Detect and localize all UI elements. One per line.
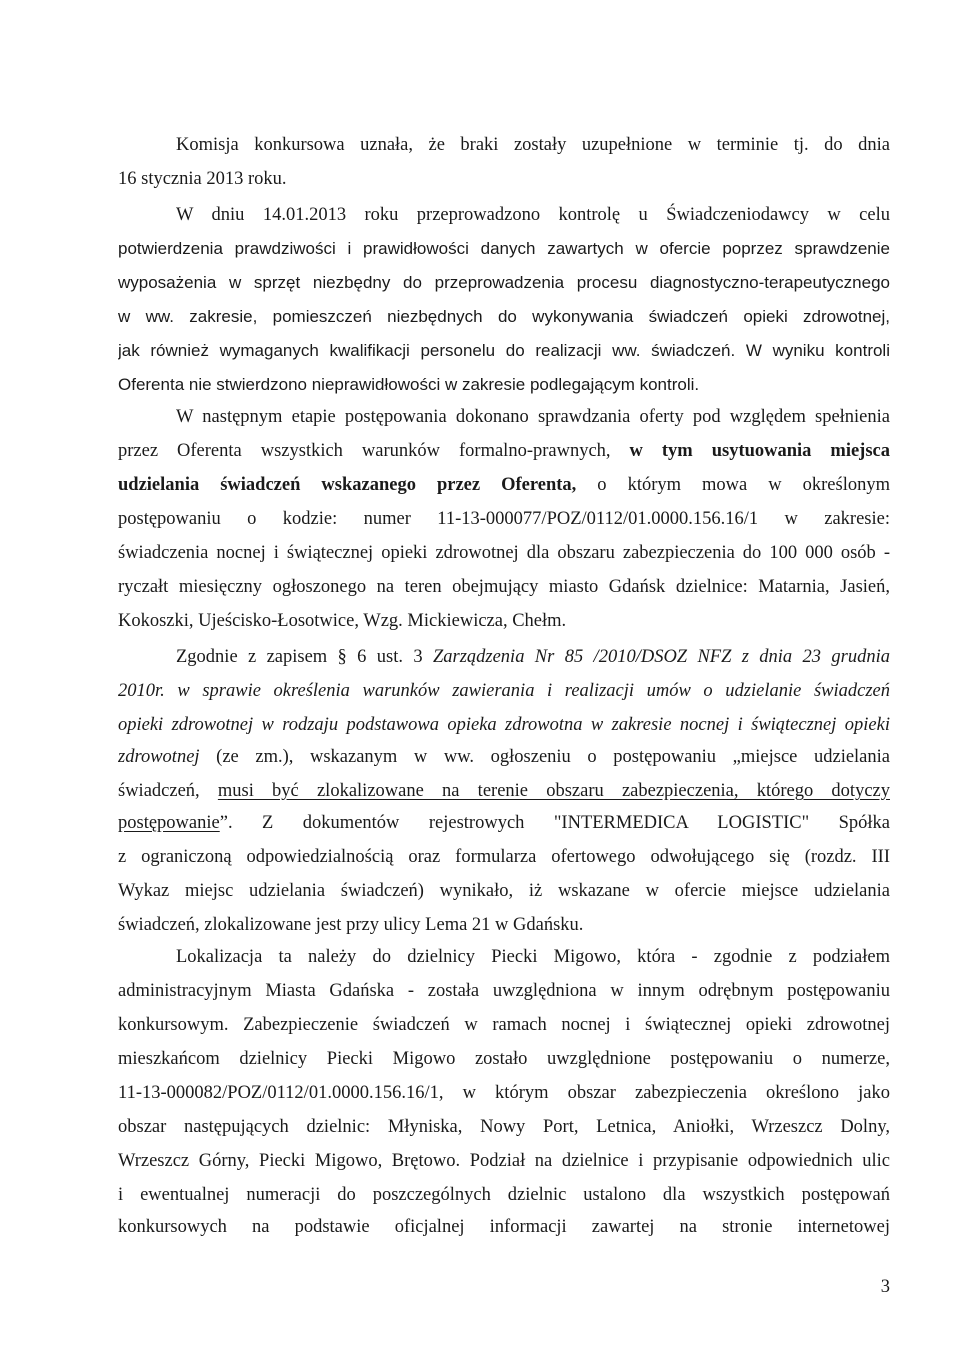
- text-span: administracyjnym Miasta Gdańska - została uwzględniona w innym odrębnym postępowaniu: [118, 981, 890, 1001]
- text-line: [176, 640, 890, 674]
- text-line: [176, 128, 890, 162]
- underlined-text: postępowanie: [118, 813, 220, 833]
- text-span: obszar następujących dzielnic: Młyniska, Nowy Port, Letnica, Aniołki, Wrzeszcz Dolny,: [118, 1117, 890, 1137]
- text-span: W następnym etapie postępowania dokonano sprawdzania oferty pod względem spełnienia: [176, 407, 890, 427]
- text-line: [118, 232, 890, 266]
- text-span: ryczałt miesięczny ogłoszonego na teren obejmujący miasto Gdańsk dzielnice: Matarnia, Jasień,: [118, 577, 890, 597]
- text-line: [176, 198, 890, 232]
- underlined-text: musi być zlokalizowane na terenie obszaru zabezpieczenia, którego dotyczy: [217, 781, 890, 801]
- text-line: [118, 708, 890, 742]
- text-line: [118, 840, 890, 874]
- text-line: [118, 266, 890, 300]
- text-span: postępowaniu o kodzie: numer 11-13-000077/POZ/0112/01.0000.156.16/1 w zakresie:: [118, 509, 890, 529]
- text-line: [118, 1076, 890, 1110]
- text-line: [118, 570, 890, 604]
- text-span: Wrzeszcz Górny, Piecki Migowo, Brętowo. Podział na dzielnice i przypisanie odpowiednich ulic: [118, 1151, 890, 1171]
- text-span: Kokoszki, Ujeścisko-Łosotwice, Wzg. Mickiewicza, Chełm.: [118, 611, 567, 631]
- text-line: [118, 740, 890, 774]
- text-line: [176, 400, 890, 434]
- text-line: [118, 908, 890, 942]
- text-span: Wykaz miejsc udzielania świadczeń) wynikało, iż wskazane w ofercie miejsce udzielania: [118, 881, 890, 901]
- text-span: 11-13-000082/POZ/0112/01.0000.156.16/1, w którym obszar zabezpieczenia określono jako: [118, 1083, 890, 1103]
- bold-text: udzielania świadczeń wskazanego przez Oferenta,: [118, 475, 577, 495]
- text-line: [118, 806, 890, 840]
- text-line: [118, 1178, 890, 1212]
- text-span: ”. Z dokumentów rejestrowych "INTERMEDICA LOGISTIC" Spółka: [219, 813, 890, 833]
- text-span: świadczeń,: [118, 781, 218, 801]
- text-line: [118, 536, 890, 570]
- text-line: [118, 1210, 890, 1244]
- text-span: mieszkańcom dzielnicy Piecki Migowo zostało uwzględnione postępowaniu o numerze,: [118, 1049, 890, 1069]
- text-span: Zgodnie z zapisem § 6 ust. 3: [176, 647, 433, 667]
- italic-text: opieki zdrowotnej w rodzaju podstawowa opieka zdrowotna w zakresie nocnej i świątecznej opieki: [118, 715, 890, 735]
- text-span: (ze zm.), wskazanym w ww. ogłoszeniu o postępowaniu „miejsce udzielania: [199, 747, 890, 767]
- text-line: [118, 674, 890, 708]
- text-span: Lokalizacja ta należy do dzielnicy Piecki Migowo, która - zgodnie z podziałem: [176, 947, 890, 967]
- text-line: [176, 940, 890, 974]
- text-span: o którym mowa w określonym: [576, 475, 890, 495]
- text-span: przez Oferenta wszystkich warunków formalno-prawnych,: [118, 441, 630, 461]
- text-span: i ewentualnej numeracji do poszczególnych dzielnic ustalono dla wszystkich postępowań: [118, 1185, 890, 1205]
- text-span: konkursowych na podstawie oficjalnej informacji zawartej na stronie internetowej: [118, 1217, 890, 1237]
- text-span: z ograniczoną odpowiedzialnością oraz formularza ofertowego odwołującego się (rozdz. III: [118, 847, 890, 867]
- text-line: [118, 368, 890, 402]
- text-line: [118, 604, 890, 638]
- text-span: jak również wymaganych kwalifikacji personelu do realizacji ww. świadczeń. W wyniku kontroli: [118, 341, 890, 360]
- text-span: potwierdzenia prawdziwości i prawidłowości danych zawartych w ofercie poprzez sprawdzenie: [118, 239, 890, 258]
- text-line: [118, 468, 890, 502]
- text-span: konkursowym. Zabezpieczenie świadczeń w ramach nocnej i świątecznej opieki zdrowotnej: [118, 1015, 890, 1035]
- text-line: [118, 502, 890, 536]
- text-line: [118, 300, 890, 334]
- text-line: [118, 334, 890, 368]
- page-number: 3: [880, 1277, 890, 1297]
- text-span: Komisja konkursowa uznała, że braki zostały uzupełnione w terminie tj. do dnia: [176, 135, 890, 155]
- text-line: [118, 162, 890, 196]
- text-line: [118, 1144, 890, 1178]
- text-span: wyposażenia w sprzęt niezbędny do przeprowadzenia procesu diagnostyczno-terapeutycznego: [118, 273, 890, 292]
- text-span: świadczenia nocnej i świątecznej opieki zdrowotnej dla obszaru zabezpieczenia do 100 000 osób -: [118, 543, 890, 563]
- text-span: W dniu 14.01.2013 roku przeprowadzono kontrolę u Świadczeniodawcy w celu: [176, 205, 890, 225]
- text-line: [118, 974, 890, 1008]
- text-line: [118, 434, 890, 468]
- text-line: [118, 1042, 890, 1076]
- text-line: [118, 774, 890, 808]
- italic-text: 2010r. w sprawie określenia warunków zawierania i realizacji umów o udzielanie świadczeń: [118, 681, 890, 701]
- text-line: [118, 1008, 890, 1042]
- bold-text: w tym usytuowania miejsca: [629, 441, 890, 461]
- text-line: [118, 1110, 890, 1144]
- text-span: w ww. zakresie, pomieszczeń niezbędnych do wykonywania świadczeń opieki zdrowotnej,: [118, 307, 890, 326]
- text-line: [118, 874, 890, 908]
- italic-text: zdrowotnej: [118, 747, 200, 767]
- italic-text: Zarządzenia Nr 85 /2010/DSOZ NFZ z dnia 23 grudnia: [432, 647, 890, 667]
- text-span: 16 stycznia 2013 roku.: [118, 169, 287, 189]
- text-span: świadczeń, zlokalizowane jest przy ulicy Lema 21 w Gdańsku.: [118, 915, 584, 935]
- text-span: Oferenta nie stwierdzono nieprawidłowości w zakresie podlegającym kontroli.: [118, 375, 700, 394]
